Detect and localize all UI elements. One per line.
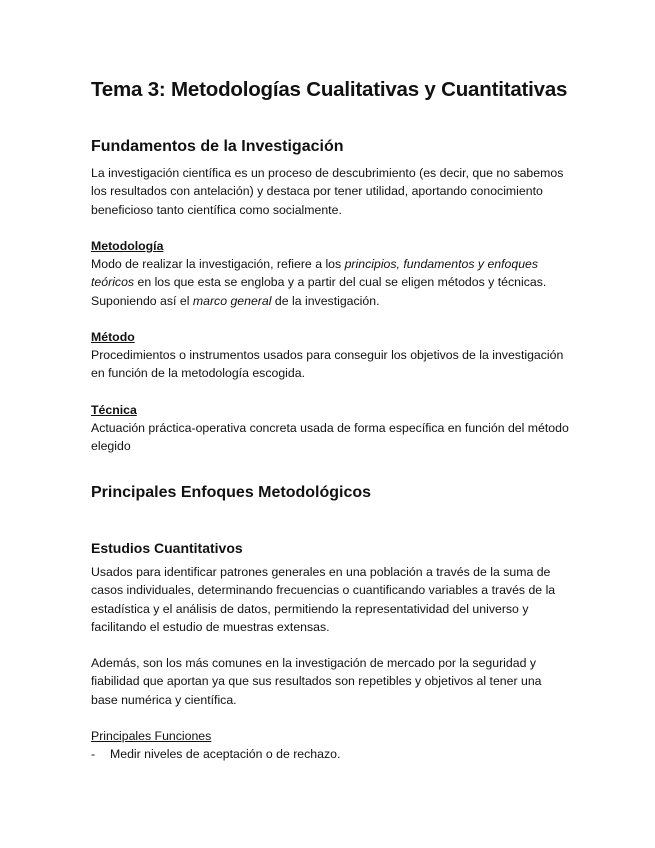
definition-tecnica <box>91 401 571 456</box>
definition-metodo <box>91 328 571 383</box>
subsection-heading-cuantitativos: Estudios Cuantitativos <box>91 540 243 556</box>
list-dash: - <box>91 747 96 761</box>
section-heading-fundamentos: Fundamentos de la Investigación <box>91 138 344 155</box>
page-title: Tema 3: Metodologías Cualitativas y Cuantitativas <box>91 78 568 101</box>
term-metodologia: Metodología <box>91 239 164 253</box>
metodo-definition: Procedimientos o instrumentos usados para conseguir los objetivos de la investigación en función de la metodología escogida. <box>91 348 564 381</box>
term-metodo: Método <box>91 330 135 344</box>
list-item-text: Medir niveles de aceptación o de rechazo. <box>110 747 341 761</box>
metodologia-emphasis-1: principios, fundamentos y enfoques teóricos <box>91 257 539 290</box>
metodologia-text-2: en los que esta se engloba y a partir del cual se eligen métodos y técnicas. Suponiendo así el <box>91 275 547 308</box>
metodologia-text-1: Modo de realizar la investigación, refiere a los <box>91 257 345 271</box>
cuantitativos-paragraph-1: Usados para identificar patrones generales en una población a través de la suma de casos individuales, determinando frecuencias o cuantificando variables a través de la estadística y el análisis de datos, permitiendo la representatividad del universo y facilitando el estudio de muestras extensas. <box>91 565 556 634</box>
metodologia-definition <box>91 255 571 310</box>
funciones-label: Principales Funciones <box>91 729 212 743</box>
metodologia-emphasis-2: marco general <box>192 293 272 308</box>
section-heading-enfoques: Principales Enfoques Metodológicos <box>91 484 372 501</box>
metodologia-text-3: de la investigación. <box>271 293 380 308</box>
term-tecnica: Técnica <box>91 403 137 417</box>
definition-metodologia <box>91 237 571 310</box>
cuantitativos-paragraph-2: Además, son los más comunes en la investigación de mercado por la seguridad y fiabilidad que aportan ya que sus resultados son repetibles y objetivos al tener una base numérica y científica. <box>91 656 542 707</box>
funciones-list <box>91 745 571 763</box>
list-item <box>91 745 571 763</box>
fundamentos-paragraph: La investigación científica es un proceso de descubrimiento (es decir, que no sabemos los resultados con antelación) y destaca por tener utilidad, aportando conocimiento beneficioso tanto científica como socialmente. <box>91 166 564 217</box>
funciones-block <box>91 727 571 763</box>
tecnica-definition: Actuación práctica-operativa concreta usada de forma específica en función del método elegido <box>91 421 569 454</box>
